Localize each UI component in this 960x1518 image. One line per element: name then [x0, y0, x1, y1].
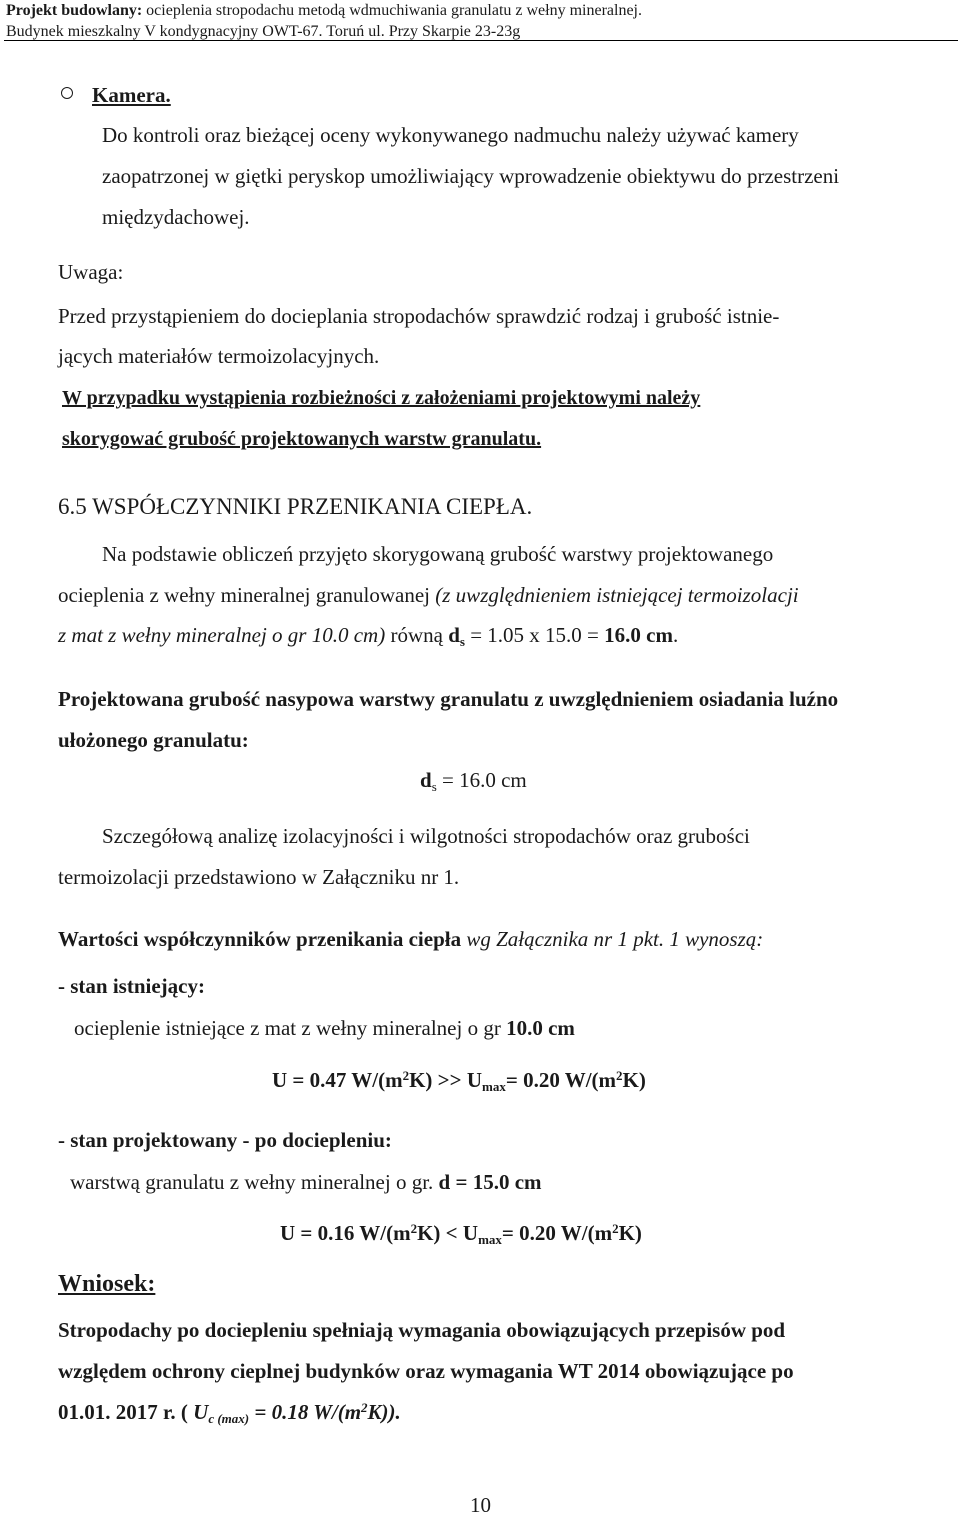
ds-subscript: s	[431, 779, 437, 794]
camera-line-1: Do kontroli oraz bieżącej oceny wykonywanego nadmuchu należy używać kamery	[102, 123, 799, 147]
p1-italic: (z uwzględnieniem istniejącej termoizolacji	[435, 583, 799, 607]
p1-formula: = 1.05 x 15.0 =	[464, 623, 605, 647]
u2-d: = 0.	[501, 1221, 535, 1245]
existing-thickness: 10.0 cm	[506, 1016, 575, 1040]
conclusion-label: Wniosek:	[58, 1271, 156, 1297]
u1-sup2: 2	[616, 1068, 623, 1083]
conclusion-line-2: względem ochrony cieplnej budynków oraz wymagania WT 2014 obowiązujące po	[58, 1359, 794, 1383]
p1-italic-cont: z mat z wełny mineralnej o gr 10.0 cm)	[58, 623, 386, 647]
ds-number: = 16.0 cm	[436, 768, 527, 792]
section-p2-line-1: Projektowana grubość nasypowa warstwy granulatu z uwzględnieniem osiadania luźno	[58, 687, 839, 711]
header-line-1	[6, 0, 956, 21]
p1-text: ocieplenia z wełny mineralnej granulowanej	[58, 583, 436, 607]
note-line-2: jących materiałów termoizolacyjnych.	[58, 344, 380, 368]
section-p1-line-2	[58, 582, 799, 608]
section-heading: 6.5 WSPÓŁCZYNNIKI PRZENIKANIA CIEPŁA.	[58, 494, 533, 519]
page-number: 10	[470, 1493, 491, 1517]
note-line-1: Przed przystąpieniem do docieplania stropodachów sprawdzić rodzaj i grubość istnie-	[58, 304, 780, 328]
section-p3-line-2: termoizolacji przedstawiono w Załączniku nr 1.	[58, 865, 460, 889]
conc-date: 01.01. 2017 r. (	[58, 1400, 194, 1424]
u2-sup2: 2	[612, 1221, 619, 1236]
note-warning-line-1: W przypadku wystąpienia rozbieżności z założeniami projektowymi należy	[62, 387, 701, 409]
designed-desc: warstwą granulatu z wełny mineralnej o gr.	[70, 1170, 439, 1194]
ds-symbol: d	[420, 768, 432, 792]
p1-result: 16.0 cm	[604, 623, 673, 647]
u-existing	[272, 1067, 646, 1093]
u2-c: K) < U	[417, 1221, 479, 1245]
u-designed	[280, 1220, 642, 1246]
conc-sub: c (max)	[208, 1411, 250, 1426]
ds-value	[420, 767, 527, 793]
u1-d: = 0.	[505, 1068, 539, 1092]
u1-sub: max	[482, 1079, 506, 1094]
u1-e: 20 W/(m	[538, 1068, 617, 1092]
existing-text	[74, 1015, 575, 1041]
section-p1-line-3	[58, 622, 678, 648]
values-italic: wg Załącznika nr 1 pkt. 1 wynoszą:	[466, 927, 764, 951]
values-heading	[58, 926, 763, 952]
camera-line-3: międzydachowej.	[102, 205, 250, 229]
header-line-2: Budynek mieszkalny V kondygnacyjny OWT-67. Toruń ul. Przy Skarpie 23-23g	[6, 23, 521, 40]
section-p3-line-1: Szczegółową analizę izolacyjności i wilgotności stropodachów oraz grubości	[102, 824, 750, 848]
u1-c: K) >> U	[409, 1068, 483, 1092]
header-label: Projekt budowlany:	[6, 2, 143, 19]
camera-title: Kamera.	[92, 83, 171, 107]
u2-a: U = 0.	[280, 1221, 334, 1245]
designed-label: - stan projektowany - po dociepleniu:	[58, 1128, 392, 1152]
existing-label: - stan istniejący:	[58, 974, 205, 998]
u1-a: U = 0.	[272, 1068, 326, 1092]
designed-text	[70, 1169, 542, 1195]
conclusion-line-3	[58, 1399, 401, 1425]
note-label: Uwaga:	[58, 260, 124, 284]
p1-ds-subscript: s	[459, 634, 465, 649]
conc-sup: 2	[361, 1400, 368, 1415]
values-bold: Wartości współczynników przenikania ciepła	[58, 927, 467, 951]
page-header	[6, 0, 956, 42]
header-project: ocieplenia stropodachu metodą wdmuchiwania granulatu z wełny mineralnej.	[142, 2, 642, 19]
u2-sub: max	[478, 1232, 502, 1247]
existing-desc: ocieplenie istniejące z mat z wełny mineralnej o gr	[74, 1016, 507, 1040]
section-p1-line-1: Na podstawie obliczeń przyjęto skorygowaną grubość warstwy projektowanego	[102, 542, 774, 566]
u2-f: K)	[618, 1221, 642, 1245]
u2-sup: 2	[410, 1221, 418, 1236]
conc-u: U	[193, 1400, 209, 1424]
p1-ds-symbol: d	[448, 623, 460, 647]
u1-sup: 2	[402, 1068, 410, 1083]
header-divider	[4, 40, 958, 41]
bullet-circle-icon	[61, 87, 73, 99]
u1-f: K)	[622, 1068, 646, 1092]
p1-period: .	[672, 623, 679, 647]
u2-e: 20 W/(m	[534, 1221, 613, 1245]
section-p2-line-2: ułożonego granulatu:	[58, 728, 249, 752]
conc-end: K)).	[367, 1400, 401, 1424]
designed-thickness: d = 15.0 cm	[438, 1170, 542, 1194]
conclusion-line-1: Stropodachy po dociepleniu spełniają wymagania obowiązujących przepisów pod	[58, 1318, 786, 1342]
conc-value: = 0.18 W/(m	[249, 1400, 362, 1424]
u1-b: 47 W/(m	[325, 1068, 403, 1092]
note-warning-line-2: skorygować grubość projektowanych warstw granulatu.	[62, 428, 542, 450]
camera-line-2: zaopatrzonej w giętki peryskop umożliwiający wprowadzenie obiektywu do przestrzeni	[102, 164, 840, 188]
u2-b: 16 W/(m	[333, 1221, 411, 1245]
p1-equal-text: równą	[385, 623, 449, 647]
